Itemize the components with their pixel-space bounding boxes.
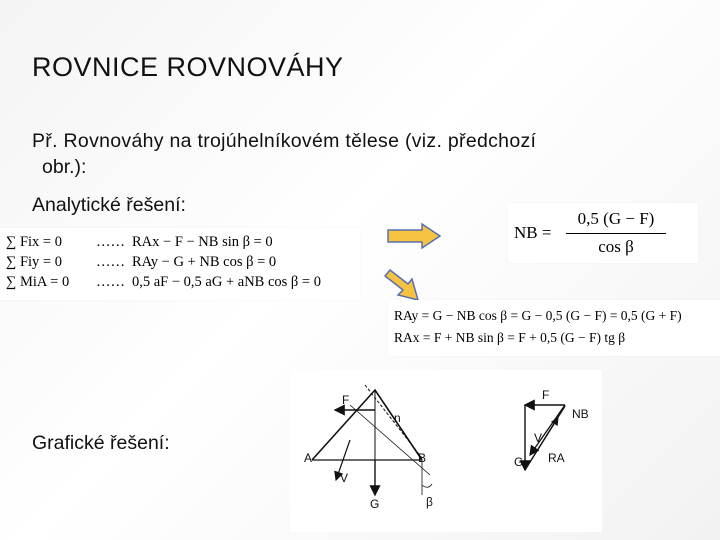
arrow-down-right-icon <box>384 268 422 304</box>
reaction-equations <box>388 300 720 356</box>
reaction-equation-ray: RAy = G − NB cos β = G − 0,5 (G − F) = 0,5 (G + F) <box>394 308 682 323</box>
equation-dots: …… <box>96 274 125 290</box>
arrow-right-icon <box>386 222 442 250</box>
fraction-bar <box>566 233 666 234</box>
equation-rhs: RAy − G + NB cos β = 0 <box>132 254 277 270</box>
label-g-polygon: G <box>514 455 524 469</box>
nb-numerator: 0,5 (G − F) <box>577 209 655 228</box>
analytic-label: Analytické řešení: <box>32 194 186 216</box>
equation-lhs: ∑ MiA = 0 <box>6 274 70 290</box>
equation-dots: …… <box>96 254 125 270</box>
equation-row <box>6 234 273 251</box>
label-beta: β <box>426 495 433 509</box>
equation-lhs: ∑ Fiy = 0 <box>6 254 62 270</box>
nb-lhs: NB = <box>514 223 552 242</box>
equation-dots: …… <box>96 234 125 250</box>
example-text <box>32 128 692 180</box>
label-f-polygon: F <box>542 388 550 402</box>
label-nb-polygon: NB <box>572 407 589 421</box>
slide-title: ROVNICE ROVNOVÁHY <box>32 52 344 82</box>
graphic-label: Grafické řešení: <box>32 432 170 454</box>
label-v: V <box>340 471 349 485</box>
example-text-line1: Př. Rovnováhy na trojúhelníkovém tělese (viz. předchozí <box>32 130 537 152</box>
equation-rhs: RAx − F − NB sin β = 0 <box>132 234 273 250</box>
beta-arc <box>422 484 432 487</box>
label-ra-polygon: RA <box>548 451 565 465</box>
label-g: G <box>370 497 380 511</box>
label-a: A <box>304 451 313 465</box>
label-v-polygon: V <box>534 431 543 445</box>
equilibrium-equations <box>0 228 360 300</box>
force-diagram <box>290 370 602 532</box>
equation-row <box>6 254 276 271</box>
label-f: F <box>342 393 350 407</box>
nb-equation <box>508 203 698 263</box>
triangle-body <box>312 385 430 475</box>
label-b: B <box>418 451 427 465</box>
nb-denominator: cos β <box>598 237 634 256</box>
reaction-equation-rax: RAx = F + NB sin β = F + 0,5 (G − F) tg β <box>394 330 626 345</box>
equation-lhs: ∑ Fix = 0 <box>6 234 62 250</box>
equation-rhs: 0,5 aF − 0,5 aG + aNB cos β = 0 <box>132 274 321 290</box>
example-text-line2: obr.): <box>42 156 87 178</box>
equation-row <box>6 274 321 291</box>
label-n: n <box>394 411 401 425</box>
